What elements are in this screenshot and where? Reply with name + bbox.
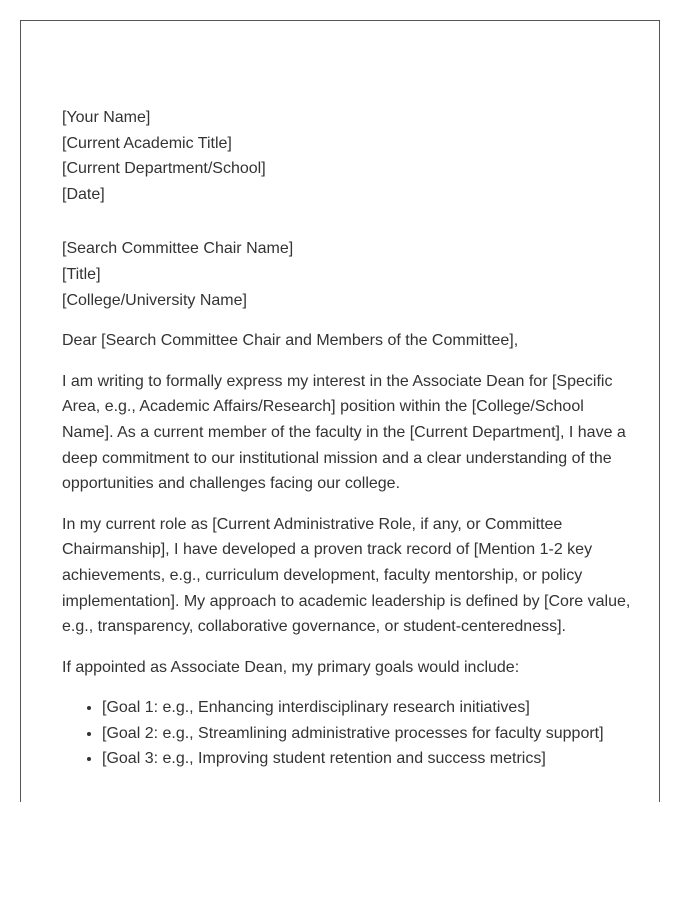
- body-paragraph-1: I am writing to formally express my interest in the Associate Dean for [Specific Area, e.g., Academic Affairs/Research] position within the [College/School Name]. As a current member of the faculty in the [Current Department], I have a deep commitment to our institutional mission and a clear understanding of the opportunities and challenges facing our college.: [62, 372, 626, 493]
- body-paragraph-2: In my current role as [Current Administrative Role, if any, or Committee Chairmanship], I have developed a proven track record of [Mention 1-2 key achievements, e.g., curriculum development, faculty mentorship, or policy implementation]. My approach to academic leadership is defined by [Core value, e.g., transparency, collaborative governance, or student-centeredness].: [62, 515, 631, 636]
- sender-block: [62, 105, 632, 207]
- letter-content: [62, 105, 632, 772]
- sender-department: [Current Department/School]: [62, 160, 266, 178]
- goal-item-3: • [Goal 3: e.g., Improving student retention and success metrics]: [102, 746, 632, 772]
- salutation: Dear [Search Committee Chair and Members of the Committee],: [62, 332, 519, 350]
- goal-item-1: • [Goal 1: e.g., Enhancing interdisciplinary research initiatives]: [102, 695, 632, 721]
- recipient-institution: [College/University Name]: [62, 291, 247, 309]
- letter-date: [Date]: [62, 185, 105, 203]
- goal-item-2: • [Goal 2: e.g., Streamlining administrative processes for faculty support]: [102, 721, 632, 747]
- sender-name: [Your Name]: [62, 109, 151, 126]
- letter-page: [20, 20, 660, 802]
- recipient-title: [Title]: [62, 265, 101, 283]
- recipient-name: [Search Committee Chair Name]: [62, 240, 294, 258]
- recipient-block: [62, 236, 632, 313]
- goals-intro: If appointed as Associate Dean, my primary goals would include:: [62, 658, 520, 676]
- sender-title: [Current Academic Title]: [62, 134, 232, 152]
- goals-list: [62, 695, 632, 772]
